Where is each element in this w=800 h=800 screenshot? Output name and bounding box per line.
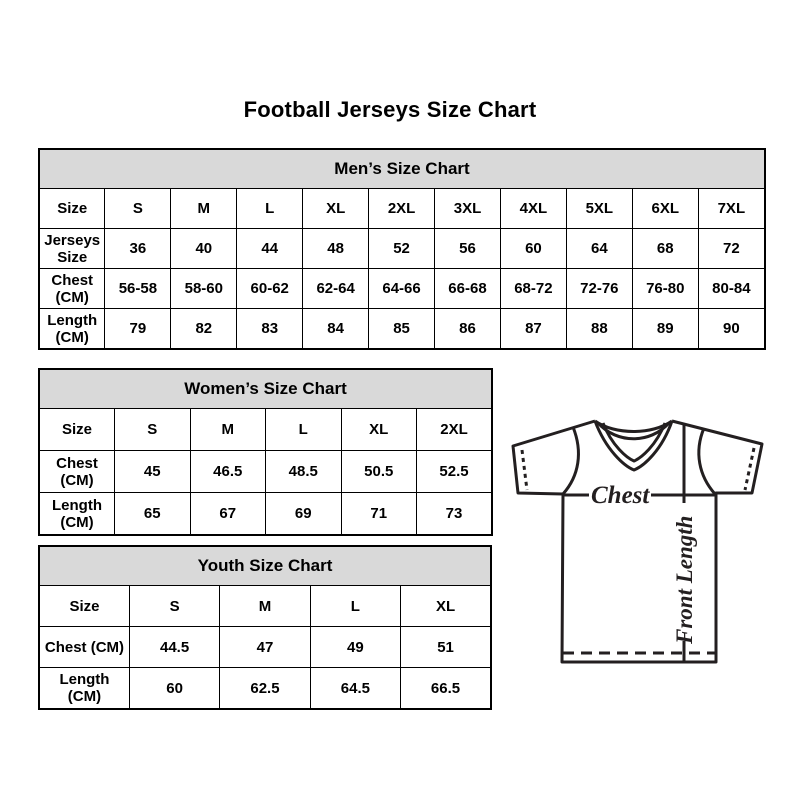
table-cell: 48 bbox=[303, 229, 369, 269]
table-row bbox=[39, 189, 765, 229]
table-cell: 86 bbox=[435, 309, 501, 350]
mens-size-table bbox=[38, 148, 766, 350]
table-cell: XL bbox=[401, 586, 491, 627]
table-cell: 7XL bbox=[698, 189, 765, 229]
table-cell: XL bbox=[303, 189, 369, 229]
table-cell: 72-76 bbox=[566, 269, 632, 309]
table-cell: 82 bbox=[171, 309, 237, 350]
table-cell: M bbox=[171, 189, 237, 229]
table-cell: L bbox=[310, 586, 400, 627]
row-label: Length (CM) bbox=[39, 309, 105, 350]
cuff-dash-left bbox=[522, 450, 527, 490]
table-row bbox=[39, 493, 492, 536]
table-cell: 4XL bbox=[500, 189, 566, 229]
row-label: Length (CM) bbox=[39, 668, 129, 710]
table-cell: 83 bbox=[237, 309, 303, 350]
table-cell: XL bbox=[341, 409, 417, 451]
row-label: Chest (CM) bbox=[39, 627, 129, 668]
table-cell: 89 bbox=[632, 309, 698, 350]
womens-table-title: Women’s Size Chart bbox=[39, 369, 492, 409]
table-cell: 47 bbox=[220, 627, 310, 668]
table-cell: 71 bbox=[341, 493, 417, 536]
table-cell: 51 bbox=[401, 627, 491, 668]
table-cell: 48.5 bbox=[266, 451, 342, 493]
table-cell: 80-84 bbox=[698, 269, 765, 309]
mens-table-title: Men’s Size Chart bbox=[39, 149, 765, 189]
table-cell: 36 bbox=[105, 229, 171, 269]
front-length-label: Front Length bbox=[672, 515, 697, 644]
womens-size-table bbox=[38, 368, 493, 536]
table-row bbox=[39, 451, 492, 493]
table-cell: 40 bbox=[171, 229, 237, 269]
table-cell: 65 bbox=[115, 493, 191, 536]
table-cell: 62-64 bbox=[303, 269, 369, 309]
table-cell: 2XL bbox=[417, 409, 493, 451]
table-row bbox=[39, 309, 765, 350]
row-label: Size bbox=[39, 586, 129, 627]
table-cell: 58-60 bbox=[171, 269, 237, 309]
table-cell: 64-66 bbox=[369, 269, 435, 309]
row-label: Length (CM) bbox=[39, 493, 115, 536]
table-cell: 52.5 bbox=[417, 451, 493, 493]
table-row bbox=[39, 269, 765, 309]
table-row bbox=[39, 627, 491, 668]
table-cell: 60 bbox=[500, 229, 566, 269]
table-cell: 3XL bbox=[435, 189, 501, 229]
table-cell: L bbox=[237, 189, 303, 229]
table-cell: 79 bbox=[105, 309, 171, 350]
table-cell: 56 bbox=[435, 229, 501, 269]
table-cell: 45 bbox=[115, 451, 191, 493]
table-cell: 76-80 bbox=[632, 269, 698, 309]
youth-size-table bbox=[38, 545, 492, 710]
table-cell: S bbox=[105, 189, 171, 229]
table-cell: 62.5 bbox=[220, 668, 310, 710]
table-cell: 60 bbox=[129, 668, 219, 710]
youth-table-title: Youth Size Chart bbox=[39, 546, 491, 586]
table-cell: 66.5 bbox=[401, 668, 491, 710]
row-label: Chest (CM) bbox=[39, 451, 115, 493]
table-cell: 66-68 bbox=[435, 269, 501, 309]
table-cell: L bbox=[266, 409, 342, 451]
table-cell: 67 bbox=[190, 493, 266, 536]
table-cell: 46.5 bbox=[190, 451, 266, 493]
jersey-armhole-left bbox=[563, 427, 578, 494]
page-title: Football Jerseys Size Chart bbox=[243, 97, 537, 122]
table-cell: 64 bbox=[566, 229, 632, 269]
table-cell: S bbox=[115, 409, 191, 451]
table-cell: 60-62 bbox=[237, 269, 303, 309]
table-cell: 5XL bbox=[566, 189, 632, 229]
table-cell: 73 bbox=[417, 493, 493, 536]
table-cell: 84 bbox=[303, 309, 369, 350]
table-cell: 68-72 bbox=[500, 269, 566, 309]
table-cell: 85 bbox=[369, 309, 435, 350]
row-label: Size bbox=[39, 189, 105, 229]
table-cell: 68 bbox=[632, 229, 698, 269]
table-row bbox=[39, 586, 491, 627]
table-cell: 88 bbox=[566, 309, 632, 350]
jersey-armhole-right bbox=[699, 428, 715, 494]
row-label: Chest (CM) bbox=[39, 269, 105, 309]
table-cell: 2XL bbox=[369, 189, 435, 229]
jersey-outline bbox=[513, 421, 762, 662]
table-cell: 52 bbox=[369, 229, 435, 269]
chest-label: Chest bbox=[591, 482, 650, 509]
table-cell: 44 bbox=[237, 229, 303, 269]
table-cell: 6XL bbox=[632, 189, 698, 229]
jersey-diagram bbox=[505, 408, 773, 666]
table-cell: M bbox=[220, 586, 310, 627]
table-row bbox=[39, 229, 765, 269]
table-row bbox=[39, 668, 491, 710]
table-cell: 69 bbox=[266, 493, 342, 536]
table-cell: 64.5 bbox=[310, 668, 400, 710]
table-cell: 72 bbox=[698, 229, 765, 269]
table-cell: 49 bbox=[310, 627, 400, 668]
table-cell: 90 bbox=[698, 309, 765, 350]
table-cell: 44.5 bbox=[129, 627, 219, 668]
row-label: Size bbox=[39, 409, 115, 451]
table-cell: S bbox=[129, 586, 219, 627]
table-row bbox=[39, 409, 492, 451]
table-cell: 87 bbox=[500, 309, 566, 350]
row-label: Jerseys Size bbox=[39, 229, 105, 269]
table-cell: 50.5 bbox=[341, 451, 417, 493]
table-cell: 56-58 bbox=[105, 269, 171, 309]
table-cell: M bbox=[190, 409, 266, 451]
